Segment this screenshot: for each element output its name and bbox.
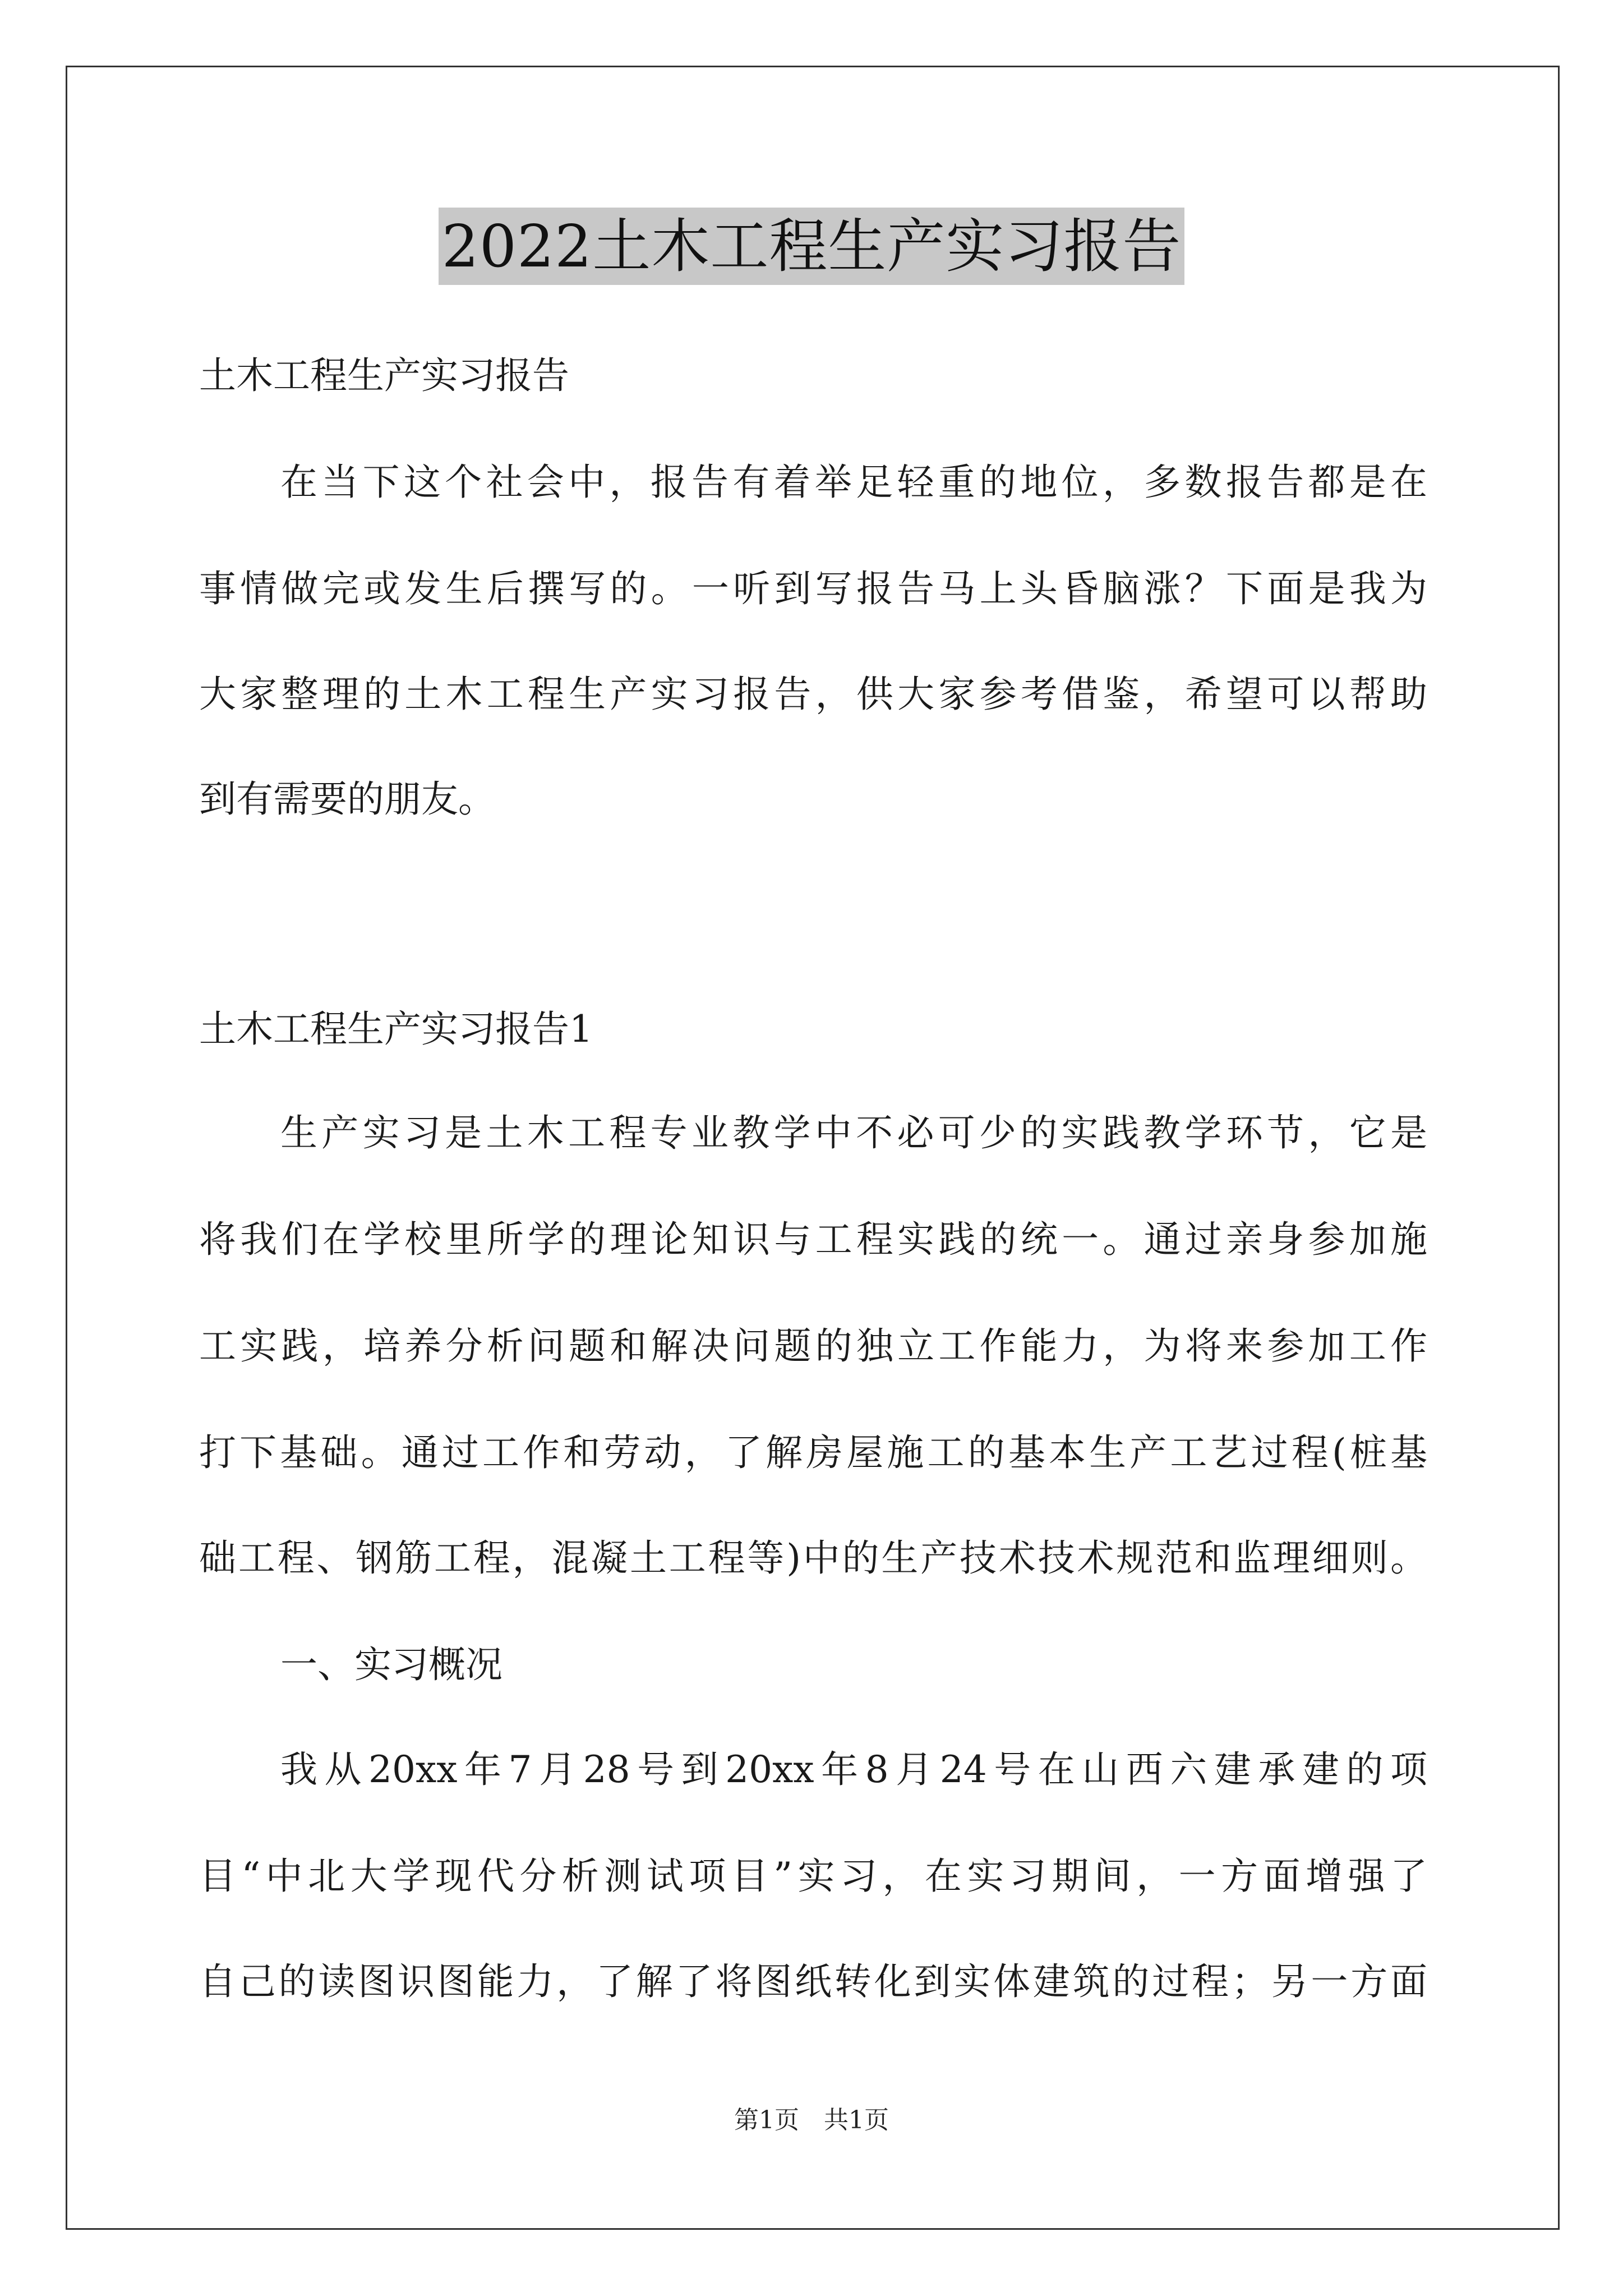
intro-line-1: 在当下这个社会中，报告有着举足轻重的地位，多数报告都是在 [280, 461, 1427, 504]
section-heading: 土木工程生产实习报告1 [199, 1007, 593, 1051]
detail-line-3: 自己的读图识图能力，了解了将图纸转化到实体建筑的过程；另一方面 [199, 1960, 1427, 2003]
title-container [0, 208, 1623, 285]
body-line-1: 生产实习是土木工程专业教学中不必可少的实践教学环节，它是 [280, 1111, 1427, 1154]
detail-line-2: 目“中北大学现代分析测试项目”实习，在实习期间，一方面增强了 [199, 1855, 1427, 1898]
intro-line-3: 大家整理的土木工程生产实习报告，供大家参考借鉴，希望可以帮助 [199, 673, 1427, 716]
body-line-2: 将我们在学校里所学的理论知识与工程实践的统一。通过亲身参加施 [199, 1218, 1427, 1261]
intro-line-4: 到有需要的朋友。 [199, 777, 495, 821]
body-line-5: 础工程、钢筋工程，混凝土工程等)中的生产技术技术规范和监理细则。 [199, 1536, 1427, 1580]
detail-line-1: 我从20xx年7月28号到20xx年8月24号在山西六建承建的项 [280, 1748, 1427, 1791]
subheading: 一、实习概况 [280, 1643, 502, 1686]
subtitle: 土木工程生产实习报告 [199, 354, 569, 397]
intro-line-2: 事情做完或发生后撰写的。一听到写报告马上头昏脑涨？下面是我为 [199, 567, 1427, 610]
document-title: 2022土木工程生产实习报告 [439, 208, 1185, 285]
page-footer: 第1页 共1页 [734, 2106, 889, 2134]
body-line-4: 打下基础。通过工作和劳动，了解房屋施工的基本生产工艺过程(桩基 [199, 1431, 1427, 1474]
body-line-3: 工实践，培养分析问题和解决问题的独立工作能力，为将来参加工作 [199, 1324, 1427, 1368]
